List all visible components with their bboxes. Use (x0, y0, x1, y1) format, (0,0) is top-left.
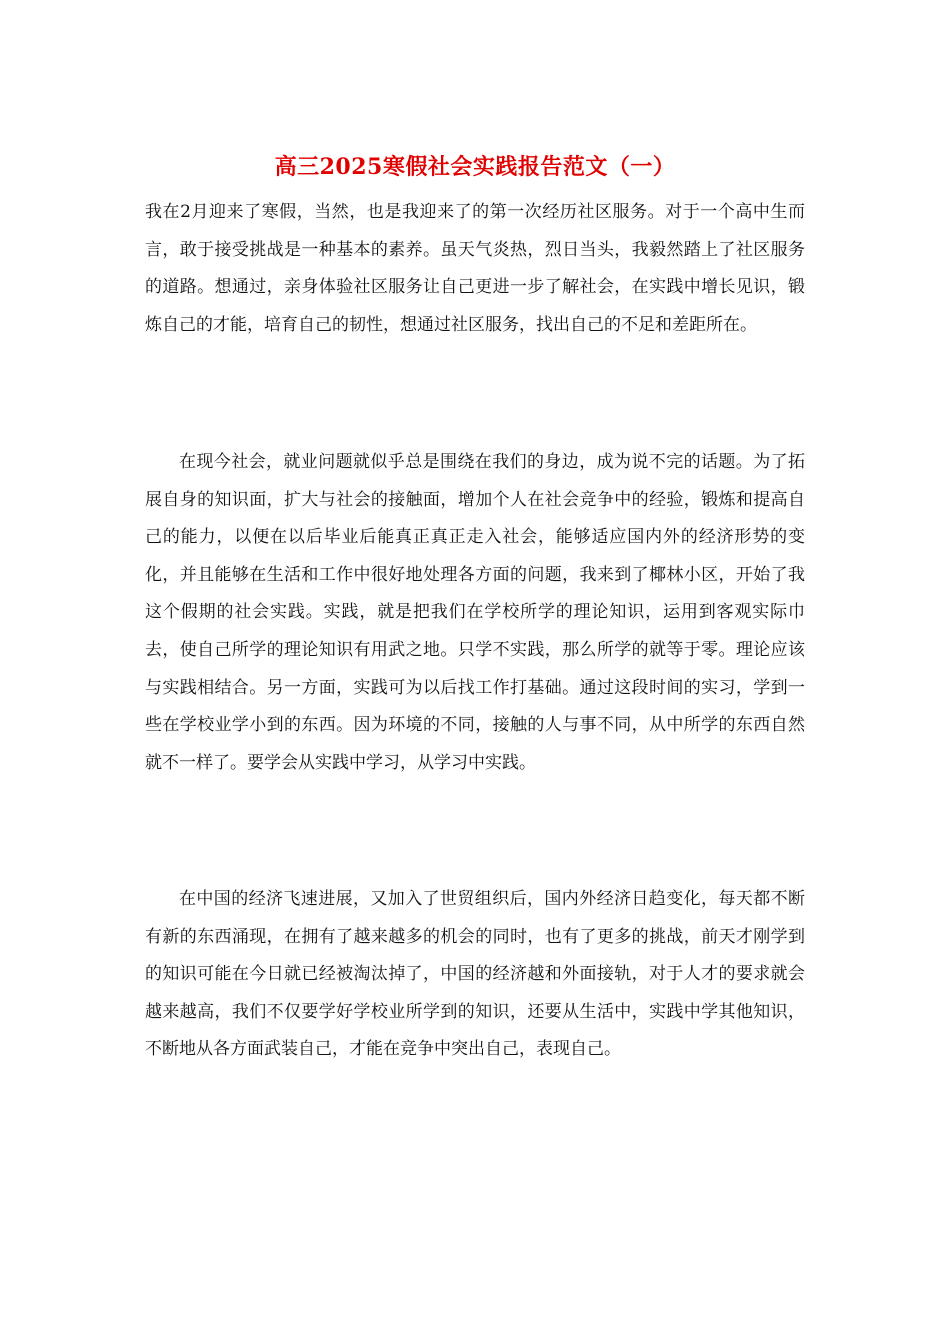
paragraph-2: 在现今社会，就业问题就似乎总是围绕在我们的身边，成为说不完的话题。为了拓展自身的知识面，扩大与社会的接触面，增加个人在社会竞争中的经验，锻炼和提高自己的能力，以便在以后毕业后能真正真正走入社会，能够适应国内外的经济形势的变化，并且能够在生活和工作中很好地处理各方面的问题，我来到了椰林小区，开始了我这个假期的社会实践。实践，就是把我们在学校所学的理论知识，运用到客观实际巾去，使自己所学的理论知识有用武之地。只学不实践，那么所学的就等于零。理论应该与实践相结合。另一方面，实践可为以后找工作打基础。通过这段时间的实习，学到一些在学校业学小到的东西。因为环境的不同，接触的人与事不同，从中所学的东西自然就不一样了。要学会从实践中学习，从学习中实践。 (145, 452, 805, 773)
paragraph-1: 我在2月迎来了寒假，当然，也是我迎来了的第一次经历社区服务。对于一个高中生而言，敢于接受挑战是一种基本的素养。虽天气炎热，烈日当头，我毅然踏上了社区服务的道路。想通过，亲身体验社区服务让自己更进一步了解社会，在实践中增长见识，锻炼自己的才能，培育自己的韧性，想通过社区服务，找出自己的不足和差距所在。 (145, 202, 805, 335)
document-title: 高三2025寒假社会实践报告范文（一） (274, 154, 676, 180)
paragraph-3: 在中国的经济飞速进展，又加入了世贸组织后，国内外经济日趋变化，每天都不断有新的东西涌现，在拥有了越来越多的机会的同时，也有了更多的挑战，前天才刚学到的知识可能在今日就已经被淘汰掉了，中国的经济越和外面接轨，对于人才的要求就会越来越高，我们不仅要学好学校业所学到的知识，还要从生活中，实践中学其他知识，不断地从各方面武装自己，才能在竞争中突出自己，表现自己。 (145, 889, 805, 1060)
